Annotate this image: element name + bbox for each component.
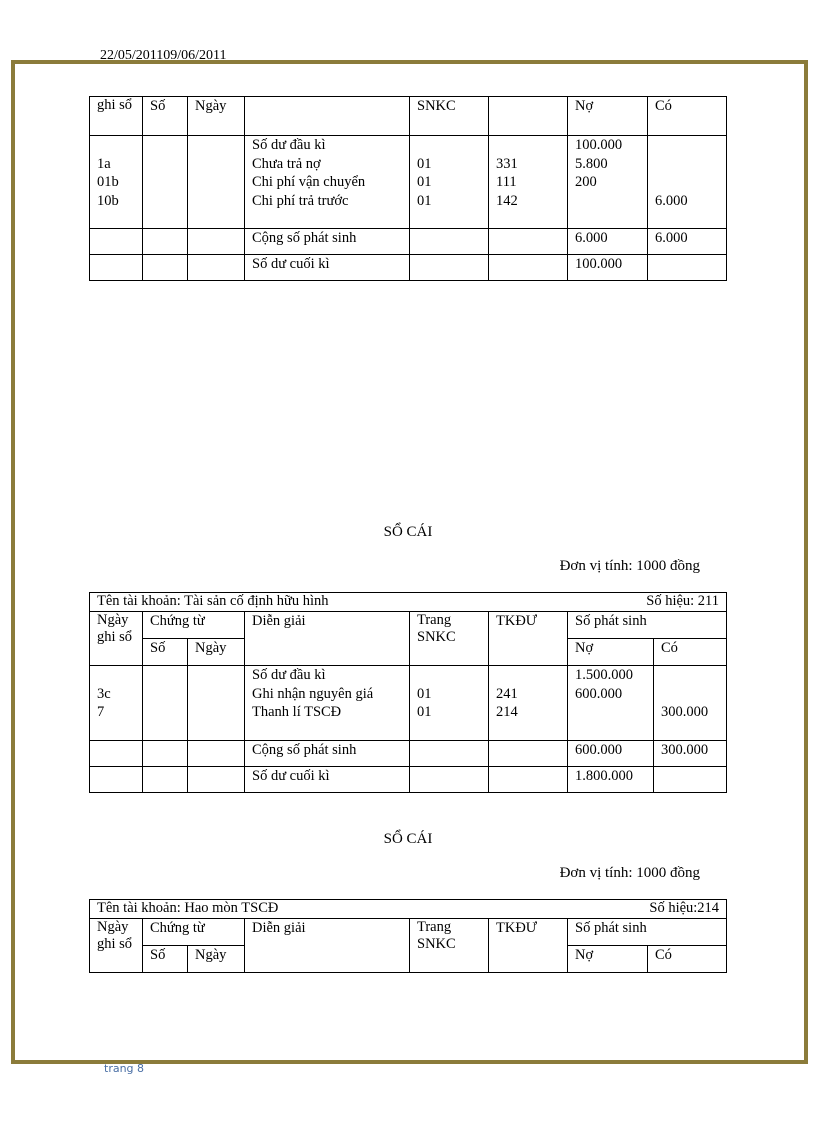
table-row	[90, 919, 727, 946]
col-header-no: Số	[143, 946, 188, 973]
acct-cell: 241 214	[489, 666, 568, 741]
col-header-voucher: Chứng từ	[143, 919, 245, 946]
col-header-no: Số	[143, 97, 188, 136]
ref-cell: 3c 7	[90, 666, 143, 741]
ledger-table-3	[89, 899, 727, 973]
col-header-page: Trang SNKC	[410, 612, 489, 666]
closing-label: Số dư cuối kì	[245, 767, 410, 793]
table-row	[90, 666, 727, 741]
col-header-credit: Có	[648, 97, 727, 136]
col-header-credit: Có	[648, 946, 727, 973]
debit-cell: 100.000 5.800 200	[568, 136, 648, 229]
col-header-day: Ngày	[188, 639, 245, 666]
total-credit: 6.000	[648, 229, 727, 255]
closing-credit	[654, 767, 727, 793]
debit-cell: 1.500.000 600.000	[568, 666, 654, 741]
acct-cell: 331 111 142	[489, 136, 568, 229]
ledger-title: SỔ CÁI	[383, 524, 433, 540]
account-row	[90, 900, 727, 919]
credit-cell: 300.000	[654, 666, 727, 741]
col-header-day: Ngày	[188, 97, 245, 136]
col-header-debit: Nợ	[568, 97, 648, 136]
col-header-acct: TKĐƯ	[489, 612, 568, 666]
total-row	[90, 741, 727, 767]
closing-row	[90, 255, 727, 281]
ledger-table-2	[89, 592, 727, 793]
total-row	[90, 229, 727, 255]
account-number: Số hiệu:214	[649, 900, 720, 916]
account-number: Số hiệu: 211	[646, 593, 720, 609]
ref-cell: 1a 01b 10b	[90, 136, 143, 229]
col-header-desc: Diễn giải	[245, 919, 410, 973]
unit-label: Đơn vị tính: 1000 đồng	[559, 865, 700, 881]
total-debit: 6.000	[568, 229, 648, 255]
table-row	[90, 97, 727, 136]
ledger-title: SỔ CÁI	[383, 831, 433, 847]
col-header-amount: Số phát sinh	[568, 612, 727, 639]
closing-debit: 1.800.000	[568, 767, 654, 793]
col-header-amount: Số phát sinh	[568, 919, 727, 946]
total-debit: 600.000	[568, 741, 654, 767]
page-cell: 01 01	[410, 666, 489, 741]
col-header-no: Số	[143, 639, 188, 666]
col-header-debit: Nợ	[568, 639, 654, 666]
credit-cell: 6.000	[648, 136, 727, 229]
col-header-credit: Có	[654, 639, 727, 666]
col-header-date: Ngày ghi sổ	[90, 919, 143, 973]
col-header-day: Ngày	[188, 946, 245, 973]
col-header-date: ghi sổ	[90, 97, 143, 136]
col-header-page: Trang SNKC	[410, 919, 489, 973]
page-number: trang 8	[104, 1062, 145, 1075]
col-header-debit: Nợ	[568, 946, 648, 973]
col-header-acct	[489, 97, 568, 136]
col-header-desc: Diễn giải	[245, 612, 410, 666]
table-row	[90, 136, 727, 229]
col-header-page: SNKC	[410, 97, 489, 136]
account-row	[90, 593, 727, 612]
col-header-date: Ngày ghi sổ	[90, 612, 143, 666]
total-label: Cộng số phát sinh	[245, 741, 410, 767]
account-name: Tên tài khoản: Tài sản cố định hữu hình	[97, 593, 329, 609]
page-cell: 01 01 01	[410, 136, 489, 229]
col-header-acct: TKĐƯ	[489, 919, 568, 973]
closing-row	[90, 767, 727, 793]
closing-label: Số dư cuối kì	[245, 255, 410, 281]
col-header-desc	[245, 97, 410, 136]
closing-credit	[648, 255, 727, 281]
col-header-voucher: Chứng từ	[143, 612, 245, 639]
desc-cell: Số dư đầu kì Chưa trả nợ Chi phí vận chuyển Chi phí trả trước	[245, 136, 410, 229]
unit-label: Đơn vị tính: 1000 đồng	[559, 558, 700, 574]
account-name: Tên tài khoản: Hao mòn TSCĐ	[97, 900, 279, 916]
total-label: Cộng số phát sinh	[245, 229, 410, 255]
total-credit: 300.000	[654, 741, 727, 767]
header-date: 22/05/201109/06/2011	[100, 48, 227, 63]
table-row	[90, 612, 727, 639]
closing-debit: 100.000	[568, 255, 648, 281]
desc-cell: Số dư đầu kì Ghi nhận nguyên giá Thanh lí TSCĐ	[245, 666, 410, 741]
ledger-table-1	[89, 96, 727, 281]
